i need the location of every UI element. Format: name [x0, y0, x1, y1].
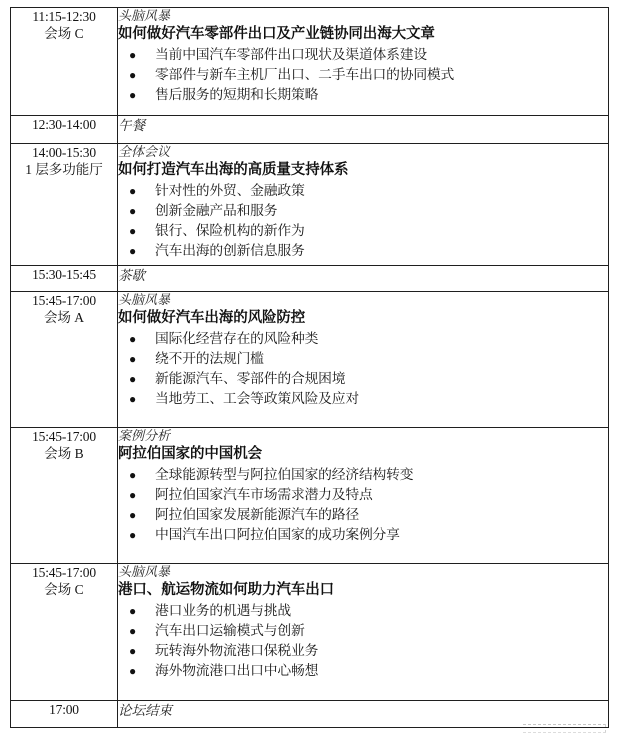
session-point	[118, 389, 608, 409]
session-point-text: 海外物流港口出口中心畅想	[155, 663, 319, 678]
session-time: 11:15-12:30	[32, 9, 96, 24]
bullet-icon: ●	[129, 48, 137, 62]
session-venue: 会场 C	[44, 582, 84, 597]
session-point-text: 港口业务的机遇与挑战	[155, 603, 291, 618]
agenda-content-cell	[118, 144, 609, 266]
agenda-table-container	[10, 7, 608, 728]
session-topic: 如何做好汽车零部件出口及产业链协同出海大文章	[118, 26, 435, 42]
bullet-icon: ●	[129, 664, 137, 678]
session-point-text: 当前中国汽车零部件出口现状及渠道体系建设	[155, 47, 427, 62]
agenda-time-cell	[11, 564, 118, 701]
session-topic: 如何做好汽车出海的风险防控	[118, 310, 306, 326]
session-point-text: 绕不开的法规门槛	[155, 351, 264, 366]
session-point	[118, 641, 608, 661]
bullet-icon: ●	[129, 488, 137, 502]
session-time: 15:45-17:00	[32, 293, 96, 308]
session-time: 15:45-17:00	[32, 429, 96, 444]
agenda-row	[11, 564, 609, 701]
agenda-row	[11, 8, 609, 116]
session-point	[118, 661, 608, 681]
agenda-time-cell	[11, 116, 118, 144]
session-point-text: 汽车出口运输模式与创新	[155, 623, 305, 638]
session-kind: 头脑风暴	[118, 8, 171, 23]
break-label: 论坛结束	[118, 703, 172, 718]
session-topic: 阿拉伯国家的中国机会	[118, 446, 262, 462]
session-point	[118, 369, 608, 389]
bullet-icon: ●	[129, 184, 137, 198]
bullet-icon: ●	[129, 392, 137, 406]
session-point-text: 阿拉伯国家发展新能源汽车的路径	[155, 507, 359, 522]
session-point	[118, 65, 608, 85]
session-points-list	[118, 181, 608, 261]
session-point-text: 针对性的外贸、金融政策	[155, 183, 305, 198]
agenda-row	[11, 144, 609, 266]
session-point	[118, 201, 608, 221]
agenda-content-cell	[118, 292, 609, 428]
session-point	[118, 525, 608, 545]
session-venue: 会场 C	[44, 26, 84, 41]
agenda-row	[11, 116, 609, 144]
agenda-row	[11, 292, 609, 428]
agenda-time-cell	[11, 144, 118, 266]
agenda-time-cell	[11, 292, 118, 428]
session-time: 14:00-15:30	[32, 145, 96, 160]
session-points-list	[118, 601, 608, 681]
agenda-time-cell	[11, 701, 118, 728]
bullet-icon: ●	[129, 624, 137, 638]
session-points-list	[118, 465, 608, 545]
agenda-content-cell	[118, 8, 609, 116]
session-point	[118, 349, 608, 369]
session-kind: 案例分析	[118, 428, 171, 443]
bullet-icon: ●	[129, 204, 137, 218]
session-kind: 全体会议	[118, 144, 171, 159]
agenda-content-cell	[118, 266, 609, 292]
session-point	[118, 329, 608, 349]
session-points-list	[118, 45, 608, 105]
agenda-time-cell	[11, 266, 118, 292]
agenda-content-cell	[118, 428, 609, 564]
agenda-row	[11, 266, 609, 292]
session-venue: 会场 B	[44, 446, 84, 461]
session-point-text: 当地劳工、工会等政策风险及应对	[155, 391, 359, 406]
session-point	[118, 505, 608, 525]
agenda-content-cell	[118, 564, 609, 701]
agenda-time-cell	[11, 428, 118, 564]
session-venue: 1 层多功能厅	[25, 162, 103, 177]
session-time: 15:30-15:45	[32, 267, 96, 282]
session-point-text: 售后服务的短期和长期策略	[155, 87, 319, 102]
bullet-icon: ●	[129, 508, 137, 522]
session-point-text: 玩转海外物流港口保税业务	[155, 643, 319, 658]
agenda-row	[11, 701, 609, 728]
agenda-time-cell	[11, 8, 118, 116]
session-kind: 头脑风暴	[118, 564, 171, 579]
session-point-text: 新能源汽车、零部件的合规困境	[155, 371, 346, 386]
break-label: 茶歇	[118, 268, 145, 283]
agenda-content-cell	[118, 116, 609, 144]
session-topic: 如何打造汽车出海的高质量支持体系	[118, 162, 349, 178]
session-time: 15:45-17:00	[32, 565, 96, 580]
session-point	[118, 465, 608, 485]
session-point-text: 中国汽车出口阿拉伯国家的成功案例分享	[155, 527, 400, 542]
session-point-text: 银行、保险机构的新作为	[155, 223, 305, 238]
bullet-icon: ●	[129, 372, 137, 386]
bullet-icon: ●	[129, 352, 137, 366]
session-point-text: 创新金融产品和服务	[155, 203, 278, 218]
bullet-icon: ●	[129, 68, 137, 82]
session-point-text: 零部件与新车主机厂出口、二手车出口的协同模式	[155, 67, 455, 82]
agenda-content-cell	[118, 701, 609, 728]
session-point	[118, 485, 608, 505]
session-kind: 头脑风暴	[118, 292, 171, 307]
agenda-table	[10, 7, 609, 728]
bullet-icon: ●	[129, 644, 137, 658]
agenda-row	[11, 428, 609, 564]
bullet-icon: ●	[129, 244, 137, 258]
session-point	[118, 85, 608, 105]
bullet-icon: ●	[129, 88, 137, 102]
session-topic: 港口、航运物流如何助力汽车出口	[118, 582, 334, 598]
bullet-icon: ●	[129, 604, 137, 618]
session-point	[118, 601, 608, 621]
bullet-icon: ●	[129, 468, 137, 482]
session-point-text: 阿拉伯国家汽车市场需求潜力及特点	[155, 487, 373, 502]
bullet-icon: ●	[129, 224, 137, 238]
session-point-text: 全球能源转型与阿拉伯国家的经济结构转变	[155, 467, 414, 482]
break-label: 午餐	[118, 118, 145, 133]
session-time: 12:30-14:00	[32, 117, 96, 132]
session-point	[118, 241, 608, 261]
session-point	[118, 45, 608, 65]
session-venue: 会场 A	[43, 310, 85, 325]
session-point-text: 国际化经营存在的风险种类	[155, 331, 319, 346]
session-point	[118, 221, 608, 241]
session-time: 17:00	[49, 702, 79, 717]
bullet-icon: ●	[129, 332, 137, 346]
session-points-list	[118, 329, 608, 409]
session-point-text: 汽车出海的创新信息服务	[155, 243, 305, 258]
bullet-icon: ●	[129, 528, 137, 542]
session-point	[118, 181, 608, 201]
session-point	[118, 621, 608, 641]
